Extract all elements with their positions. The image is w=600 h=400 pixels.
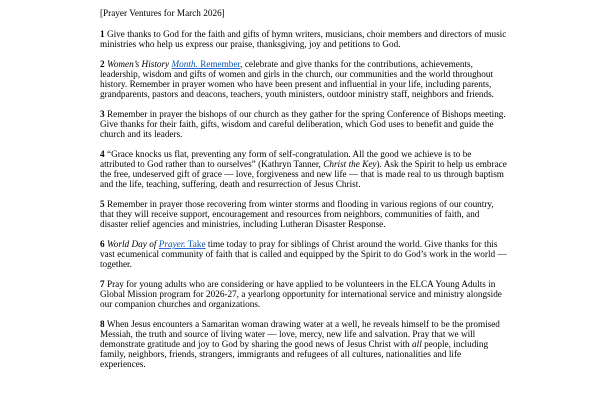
text-run: World Day of bbox=[107, 239, 159, 249]
text-run: , celebrate and give thanks for the contributions, achievements, leadership, wisdom and gifts of women and girls in the church, our communities and the world throughout history. Remember in prayer women who have been present and influential in your life, including parents, grandparents, pastors and deacons, teachers, youth ministers, outdoor ministry staff, neighbors and friends. bbox=[100, 59, 494, 99]
paragraph-6 bbox=[100, 239, 507, 269]
text-run: Remember in prayer those recovering from winter storms and flooding in various regions of our country, that they will receive support, encouragement and resources from neighbors, communities of faith, and disaster relief agencies and ministries, including Lutheran Disaster Response. bbox=[100, 199, 494, 229]
paragraph-7 bbox=[100, 279, 507, 309]
paragraph-number: 8 bbox=[100, 319, 105, 329]
paragraph-3 bbox=[100, 109, 507, 139]
text-run: people, including family, neighbors, friends, strangers, immigrants and refugees of all cultures, nationalities and life experiences. bbox=[100, 339, 489, 369]
paragraph-number: 2 bbox=[100, 59, 105, 69]
text-run: “Grace knocks us flat, preventing any form of self-congratulation. All the good we achieve is to be attributed to God rather than to ourselves” (Kathryn Tanner, bbox=[100, 149, 472, 169]
paragraph-number: 5 bbox=[100, 199, 105, 209]
paragraph-number: 3 bbox=[100, 109, 105, 119]
world-day-of-prayer-link[interactable]: Take bbox=[185, 239, 206, 249]
text-run: all bbox=[412, 339, 422, 349]
paragraph-number: 7 bbox=[100, 279, 105, 289]
paragraph-5 bbox=[100, 199, 507, 229]
text-run: Women’s History bbox=[107, 59, 172, 69]
world-day-of-prayer-link[interactable]: Prayer. bbox=[158, 239, 186, 249]
text-run: Give thanks to God for the faith and gifts of hymn writers, musicians, choir members and directors of music ministries who help us express our praise, thanksgiving, joy and petitions to God. bbox=[100, 29, 507, 49]
womens-history-month-link[interactable]: Month. bbox=[171, 59, 198, 69]
paragraph-number: 1 bbox=[100, 29, 105, 39]
text-run: ). Ask the Spirit to help us embrace the free, undeserved gift of grace — love, forgiveness and new life — that is made real to us through baptism and the life, teaching, suffering, death and resurrection of Jesus Christ. bbox=[100, 159, 507, 189]
text-run: Christ the Key bbox=[323, 159, 377, 169]
document-title: [Prayer Ventures for March 2026] bbox=[100, 8, 225, 18]
paragraph-2 bbox=[100, 59, 507, 99]
text-run: Remember in prayer the bishops of our church as they gather for the spring Conference of Bishops meeting. Give thanks for their faith, gifts, wisdom and careful deliberation, which God uses to benefit and guide the church and its leaders. bbox=[100, 109, 506, 139]
paragraph-1 bbox=[100, 29, 507, 49]
paragraph-number: 4 bbox=[100, 149, 105, 159]
paragraph-4 bbox=[100, 149, 507, 189]
text-run: When Jesus encounters a Samaritan woman drawing water at a well, he reveals himself to be the promised Messiah, the truth and source of living water — love, mercy, new life and salvation. Pray that we will demonstrate gratitude and joy to God by sharing the good news of Jesus Christ with bbox=[100, 319, 500, 349]
text-run: time today to pray for siblings of Christ around the world. Give thanks for this vast ecumenical community of faith that is called and equipped by the Spirit to do God’s work in the world — together. bbox=[100, 239, 507, 269]
paragraph-number: 6 bbox=[100, 239, 105, 249]
womens-history-month-link[interactable]: Remember bbox=[197, 59, 241, 69]
paragraph-8 bbox=[100, 319, 507, 369]
text-run: Pray for young adults who are considering or have applied to be volunteers in the ELCA Young Adults in Global Mission program for 2026-27, a yearlong opportunity for international service and ministry alongside our companion churches and organizations. bbox=[100, 279, 502, 309]
